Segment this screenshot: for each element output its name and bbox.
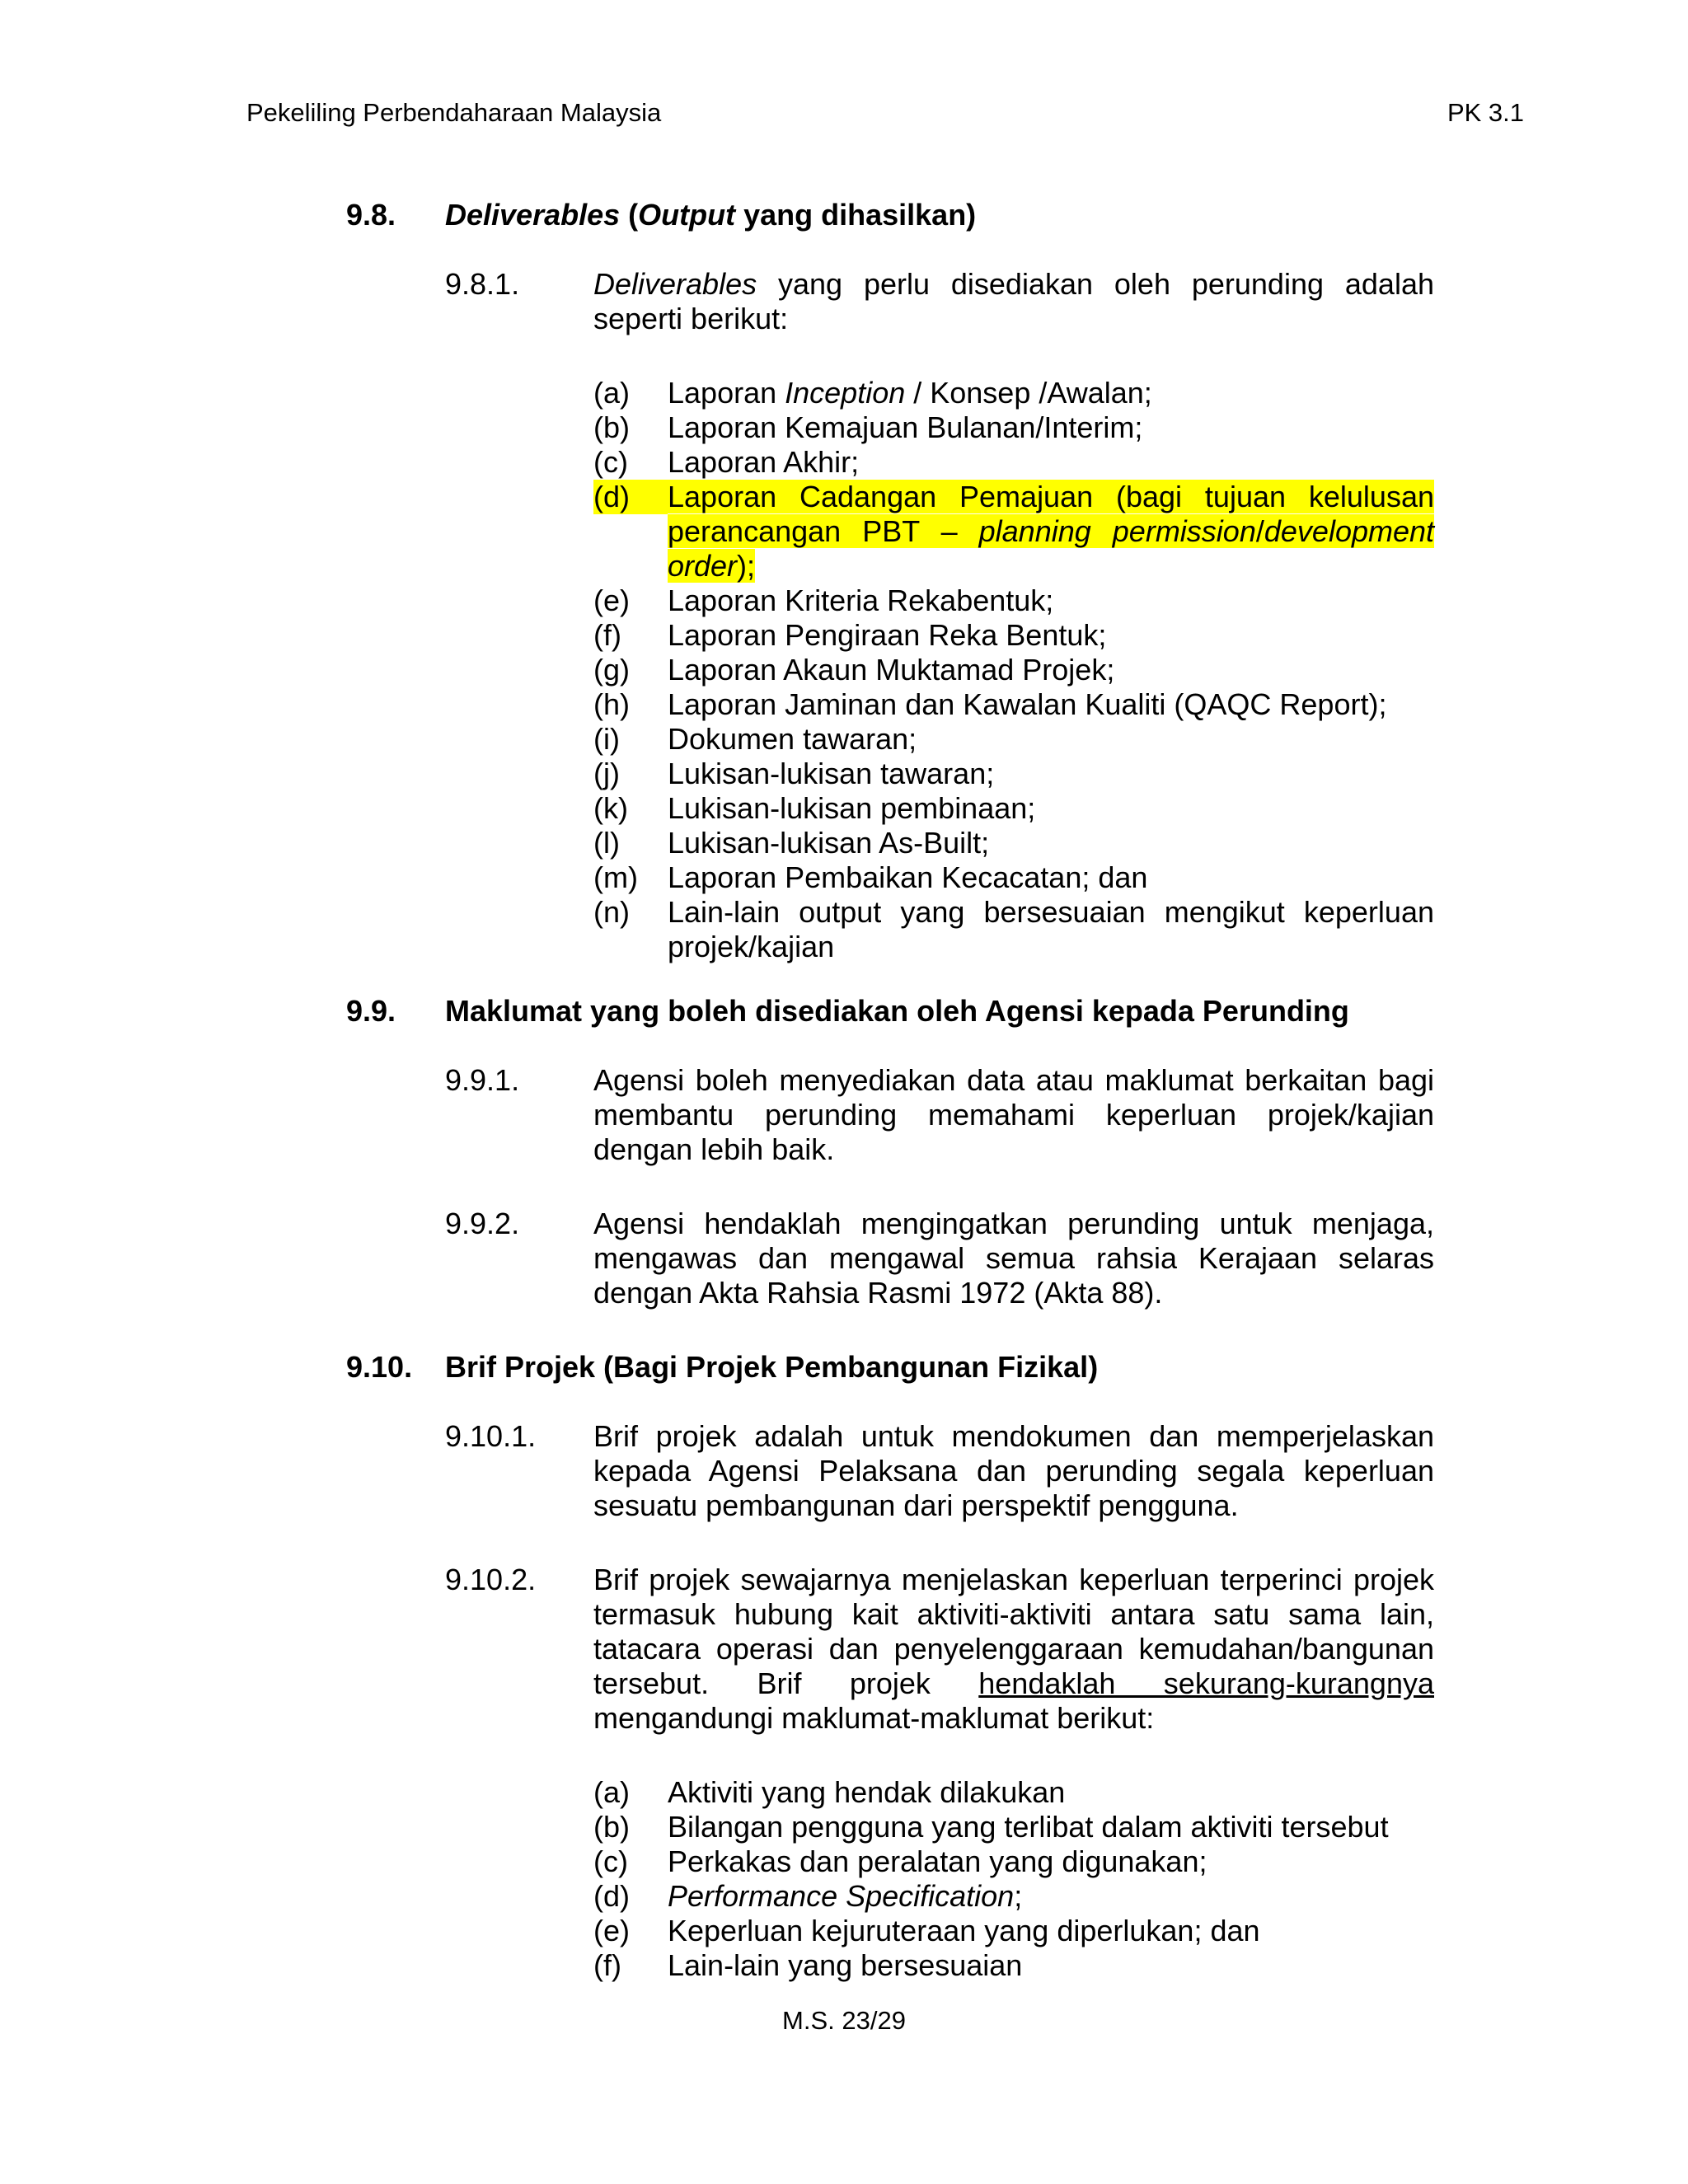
section-9-9-number: 9.9. <box>346 994 396 1028</box>
text-italic: development order <box>668 514 1435 583</box>
para-9-8-1-text <box>593 267 1434 336</box>
list-item-label: (g) <box>593 653 630 687</box>
list-item-label: (c) <box>593 445 628 479</box>
list-item-label: (b) <box>593 1810 630 1844</box>
list-item-text: Lukisan-lukisan tawaran; <box>668 757 995 790</box>
title-italic-output: Output <box>638 198 736 232</box>
para-9-9-1-number: 9.9.1. <box>445 1063 520 1097</box>
section-9-10-number: 9.10. <box>346 1350 413 1384</box>
highlighted-text <box>668 480 1434 583</box>
title-open: ( <box>620 198 639 232</box>
para-9-9-2-text: Agensi hendaklah mengingatkan perunding untuk menjaga, mengawas dan mengawal semua rahsia Kerajaan selaras dengan Akta Rahsia Rasmi 1972 (Akta 88). <box>593 1207 1434 1310</box>
list-item <box>593 860 1434 895</box>
para-9-10-2-text <box>593 1563 1434 1736</box>
list-item <box>593 445 1434 480</box>
para-9-9-1-text: Agensi boleh menyediakan data atau maklumat berkaitan bagi membantu perunding memahami keperluan projek/kajian dengan lebih baik. <box>593 1063 1434 1166</box>
list-item-label: (a) <box>593 376 630 410</box>
list-item-text: Lain-lain output yang bersesuaian mengikut keperluan projek/kajian <box>668 895 1434 963</box>
list-item-label: (f) <box>593 618 621 652</box>
list-item <box>593 653 1434 687</box>
list-item-text: Laporan Jaminan dan Kawalan Kualiti (QAQC Report); <box>668 687 1387 721</box>
list-item-label: (i) <box>593 722 620 756</box>
list-item-highlighted <box>593 480 1434 583</box>
section-9-10-title: Brif Projek (Bagi Projek Pembangunan Fizikal) <box>445 1350 1099 1384</box>
text-part: ; <box>1014 1879 1023 1913</box>
list-item-text: Lukisan-lukisan pembinaan; <box>668 791 1036 825</box>
list-item <box>593 826 1434 860</box>
list-item-label: (h) <box>593 687 630 721</box>
list-item-label: (f) <box>593 1948 621 1982</box>
list-item-label: (e) <box>593 583 630 617</box>
title-italic-deliverables: Deliverables <box>445 198 621 232</box>
list-item-text <box>668 1879 1434 1914</box>
text-part: Brif projek sewajarnya menjelaskan keperluan terperinci projek termasuk hubung kait aktiviti-aktiviti antara satu sama lain, tatacara operasi dan penyelenggaraan kemudahan/bangunan tersebut. Brif projek <box>593 1563 1434 1700</box>
list-item <box>593 1844 1434 1879</box>
list-item <box>593 618 1434 653</box>
text-part: mengandungi maklumat-maklumat berikut: <box>593 1701 1155 1735</box>
para-9-10-1-number: 9.10.1. <box>445 1419 537 1453</box>
header-doc-code: PK 3.1 <box>1447 98 1524 127</box>
list-item-label: (a) <box>593 1775 630 1809</box>
list-item <box>593 1810 1434 1844</box>
list-item <box>593 376 1434 410</box>
page-number: M.S. 23/29 <box>782 2006 906 2035</box>
list-item-text <box>668 480 1434 583</box>
list-item-text: Perkakas dan peralatan yang digunakan; <box>668 1844 1207 1878</box>
brief-contents-list <box>593 1775 1434 1983</box>
list-item-label: (k) <box>593 791 628 825</box>
text-part: ); <box>737 549 756 583</box>
list-item-text: Laporan Pembaikan Kecacatan; dan <box>668 860 1148 894</box>
list-item-label: (e) <box>593 1914 630 1947</box>
list-item <box>593 1914 1434 1948</box>
section-9-9-title: Maklumat yang boleh disediakan oleh Agensi kepada Perunding <box>445 994 1349 1028</box>
underlined-text: hendaklah sekurang-kurangnya <box>978 1666 1434 1700</box>
para-rest: yang perlu disediakan oleh perunding adalah seperti berikut: <box>593 267 1434 335</box>
list-item-label: (b) <box>593 410 630 444</box>
list-item-text: Bilangan pengguna yang terlibat dalam aktiviti tersebut <box>668 1810 1389 1844</box>
para-9-10-2-number: 9.10.2. <box>445 1563 537 1596</box>
list-item-label: (m) <box>593 860 638 894</box>
list-item-text: Laporan Pengiraan Reka Bentuk; <box>668 618 1107 652</box>
text-italic: Performance Specification <box>668 1879 1015 1913</box>
list-item-label: (j) <box>593 757 620 790</box>
list-item <box>593 722 1434 757</box>
list-item-text: Lain-lain yang bersesuaian <box>668 1948 1023 1982</box>
list-item <box>593 583 1434 618</box>
text-part: Laporan Cadangan Pemajuan (bagi tujuan kelulusan perancangan PBT – <box>668 480 1434 548</box>
text-italic: planning permission <box>978 514 1256 548</box>
section-9-8-number: 9.8. <box>346 198 396 232</box>
list-item <box>593 687 1434 722</box>
text-part: / <box>1255 514 1264 548</box>
list-item-label: (l) <box>593 826 620 860</box>
list-item-label: (n) <box>593 895 630 929</box>
list-item <box>593 757 1434 791</box>
list-item-text: Laporan Kemajuan Bulanan/Interim; <box>668 410 1143 444</box>
list-item-label: (d) <box>593 1879 630 1913</box>
para-9-8-1-number: 9.8.1. <box>445 267 520 301</box>
list-item <box>593 1775 1434 1810</box>
list-item <box>593 895 1434 964</box>
deliverables-list <box>593 376 1434 964</box>
list-item-text: Laporan Akaun Muktamad Projek; <box>668 653 1115 687</box>
list-item-label: (d) <box>593 480 668 514</box>
list-item <box>593 410 1434 445</box>
list-item-text: Dokumen tawaran; <box>668 722 917 756</box>
text-part: / Konsep /Awalan; <box>905 376 1152 410</box>
para-italic: Deliverables <box>593 267 757 301</box>
list-item-text: Laporan Kriteria Rekabentuk; <box>668 583 1054 617</box>
list-item-text: Laporan Akhir; <box>668 445 860 479</box>
list-item-text: Keperluan kejuruteraan yang diperlukan; dan <box>668 1914 1260 1947</box>
list-item <box>593 791 1434 826</box>
para-9-10-1-text: Brif projek adalah untuk mendokumen dan memperjelaskan kepada Agensi Pelaksana dan perunding segala keperluan sesuatu pembangunan dari perspektif pengguna. <box>593 1419 1434 1522</box>
text-part: Laporan <box>668 376 785 410</box>
list-item <box>593 1948 1434 1983</box>
section-9-8-title <box>445 198 976 232</box>
title-rest: yang dihasilkan) <box>735 198 977 232</box>
list-item-label: (c) <box>593 1844 628 1878</box>
header-title: Pekeliling Perbendaharaan Malaysia <box>246 98 662 127</box>
list-item-text <box>668 376 1434 410</box>
list-item-text: Lukisan-lukisan As-Built; <box>668 826 990 860</box>
list-item-text: Aktiviti yang hendak dilakukan <box>668 1775 1066 1809</box>
text-italic: Inception <box>785 376 906 410</box>
list-item <box>593 1879 1434 1914</box>
para-9-9-2-number: 9.9.2. <box>445 1207 520 1240</box>
